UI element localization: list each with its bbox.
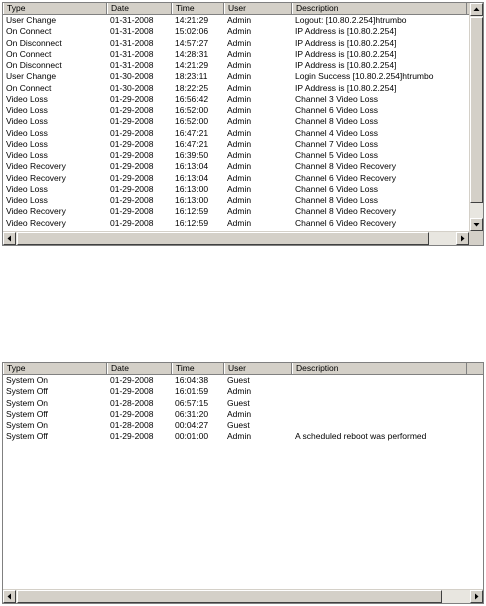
column-header-type[interactable]: Type	[3, 363, 107, 374]
cell-type: Video Recovery	[6, 172, 66, 183]
vertical-scrollbar[interactable]	[469, 3, 483, 231]
cell-description: Channel 8 Video Recovery	[295, 206, 396, 217]
cell-date: 01-29-2008	[110, 161, 154, 172]
cell-user: Admin	[227, 37, 252, 48]
column-header-date[interactable]: Date	[107, 363, 172, 374]
cell-date: 01-29-2008	[110, 408, 154, 419]
cell-type: System On	[6, 375, 49, 385]
cell-time: 16:47:21	[175, 127, 209, 138]
cell-time: 16:12:59	[175, 206, 209, 217]
cell-description: Channel 3 Video Loss	[295, 93, 379, 104]
cell-description: IP Address is [10.80.2.254]	[295, 37, 397, 48]
vertical-scroll-thumb[interactable]	[470, 17, 483, 203]
table-row[interactable]	[3, 139, 469, 150]
cell-user: Admin	[227, 206, 252, 217]
cell-date: 01-29-2008	[110, 116, 154, 127]
table-row[interactable]	[3, 409, 469, 420]
table-row[interactable]	[3, 83, 469, 94]
cell-date: 01-29-2008	[110, 431, 154, 442]
column-header-description[interactable]: Description	[292, 363, 467, 374]
cell-type: Video Loss	[6, 93, 48, 104]
cell-description: Channel 8 Video Loss	[295, 116, 379, 127]
cell-time: 14:57:27	[175, 37, 209, 48]
table-row[interactable]	[3, 94, 469, 105]
column-header-user[interactable]: User	[224, 3, 292, 14]
column-header-time[interactable]: Time	[172, 3, 224, 14]
scroll-right-button[interactable]	[456, 232, 469, 245]
column-header-time[interactable]: Time	[172, 363, 224, 374]
cell-type: Video Recovery	[6, 206, 66, 217]
table-row[interactable]	[3, 71, 469, 82]
cell-type: Video Loss	[6, 138, 48, 149]
system-log-list[interactable]	[2, 362, 484, 604]
cell-time: 16:13:04	[175, 161, 209, 172]
cell-type: On Connect	[6, 82, 52, 93]
cell-user: Admin	[227, 116, 252, 127]
cell-date: 01-28-2008	[110, 420, 154, 430]
cell-date: 01-29-2008	[110, 172, 154, 183]
table-row[interactable]	[3, 206, 469, 217]
cell-description: Channel 6 Video Loss	[295, 183, 379, 194]
cell-description: IP Address is [10.80.2.254]	[295, 60, 397, 70]
cell-description: A scheduled reboot was performed	[295, 431, 427, 442]
table-row[interactable]	[3, 195, 469, 206]
column-header-row	[3, 3, 483, 15]
cell-date: 01-30-2008	[110, 71, 154, 82]
arrow-left-icon	[6, 235, 13, 242]
cell-type: System On	[6, 397, 49, 408]
cell-user: Guest	[227, 397, 250, 408]
arrow-up-icon	[473, 6, 480, 13]
cell-type: Video Loss	[6, 195, 48, 205]
log-rows	[3, 375, 469, 589]
cell-type: System Off	[6, 408, 48, 419]
cell-time: 16:12:59	[175, 217, 209, 228]
cell-description: Channel 8 Video Loss	[295, 195, 379, 205]
cell-user: Admin	[227, 408, 252, 419]
table-row[interactable]	[3, 420, 469, 431]
scroll-up-button[interactable]	[470, 3, 483, 16]
cell-time: 06:57:15	[175, 397, 209, 408]
cell-date: 01-29-2008	[110, 386, 154, 397]
cell-date: 01-29-2008	[110, 217, 154, 228]
arrow-right-icon	[473, 593, 480, 600]
cell-time: 16:52:00	[175, 116, 209, 127]
table-row[interactable]	[3, 161, 469, 172]
cell-date: 01-29-2008	[110, 127, 154, 138]
cell-time: 16:13:00	[175, 195, 209, 205]
cell-date: 01-29-2008	[110, 105, 154, 115]
cell-time: 16:01:59	[175, 386, 209, 397]
cell-date: 01-31-2008	[110, 48, 154, 59]
cell-time: 18:22:25	[175, 82, 209, 93]
cell-time: 18:23:11	[175, 71, 208, 82]
table-row[interactable]	[3, 375, 469, 386]
cell-date: 01-31-2008	[110, 15, 154, 25]
cell-user: Admin	[227, 93, 252, 104]
cell-user: Admin	[227, 161, 252, 172]
arrow-down-icon	[473, 221, 480, 228]
table-row[interactable]	[3, 105, 469, 116]
cell-user: Admin	[227, 15, 252, 25]
log-rows	[3, 15, 469, 231]
arrow-left-icon	[6, 593, 13, 600]
cell-description: Channel 6 Video Loss	[295, 105, 379, 115]
table-row[interactable]	[3, 150, 469, 161]
cell-user: Admin	[227, 386, 252, 397]
cell-description: Channel 7 Video Loss	[295, 138, 379, 149]
table-row[interactable]	[3, 60, 469, 71]
column-header-type[interactable]: Type	[3, 3, 107, 14]
table-row[interactable]	[3, 173, 469, 184]
cell-description: Channel 8 Video Recovery	[295, 161, 396, 172]
cell-date: 01-30-2008	[110, 82, 154, 93]
table-row[interactable]	[3, 49, 469, 60]
table-row[interactable]	[3, 398, 469, 409]
cell-user: Guest	[227, 375, 250, 385]
cell-description: Channel 5 Video Loss	[295, 150, 379, 160]
cell-type: User Change	[6, 71, 57, 82]
cell-user: Admin	[227, 26, 252, 37]
scroll-right-button[interactable]	[470, 590, 483, 603]
cell-type: System Off	[6, 386, 48, 397]
cell-description: Login Success [10.80.2.254]htrumbo	[295, 71, 434, 82]
cell-user: Admin	[227, 71, 252, 82]
scroll-left-button[interactable]	[3, 232, 16, 245]
cell-type: User Change	[6, 15, 57, 25]
cell-time: 16:47:21	[175, 138, 209, 149]
cell-type: Video Recovery	[6, 161, 66, 172]
cell-type: System On	[6, 420, 49, 430]
cell-type: System Off	[6, 431, 48, 442]
cell-type: Video Loss	[6, 116, 48, 127]
table-row[interactable]	[3, 116, 469, 127]
cell-user: Admin	[227, 195, 252, 205]
cell-type: Video Loss	[6, 105, 48, 115]
cell-user: Admin	[227, 127, 252, 138]
cell-time: 16:13:00	[175, 183, 209, 194]
cell-date: 01-29-2008	[110, 150, 154, 160]
cell-user: Admin	[227, 183, 252, 194]
cell-date: 01-31-2008	[110, 60, 154, 70]
cell-date: 01-31-2008	[110, 37, 154, 48]
cell-user: Admin	[227, 150, 252, 160]
horizontal-scrollbar[interactable]	[3, 231, 469, 245]
cell-time: 15:02:06	[175, 26, 209, 37]
cell-type: Video Recovery	[6, 217, 66, 228]
cell-type: Video Loss	[6, 127, 48, 138]
cell-date: 01-29-2008	[110, 195, 154, 205]
table-row[interactable]	[3, 128, 469, 139]
scroll-down-button[interactable]	[470, 218, 483, 231]
cell-date: 01-29-2008	[110, 138, 154, 149]
cell-date: 01-29-2008	[110, 206, 154, 217]
cell-description: IP Address is [10.80.2.254]	[295, 48, 397, 59]
event-log-list[interactable]	[2, 2, 484, 246]
cell-date: 01-28-2008	[110, 397, 154, 408]
scrollbar-corner	[469, 231, 483, 245]
cell-time: 16:52:00	[175, 105, 209, 115]
cell-type: On Disconnect	[6, 37, 62, 48]
scroll-left-button[interactable]	[3, 590, 16, 603]
table-row[interactable]	[3, 38, 469, 49]
column-header-row	[3, 363, 483, 375]
column-header-description[interactable]: Description	[292, 3, 467, 14]
cell-description: IP Address is [10.80.2.254]	[295, 82, 397, 93]
cell-user: Admin	[227, 60, 252, 70]
cell-type: On Connect	[6, 26, 52, 37]
table-row[interactable]	[3, 218, 469, 229]
cell-description: Logout: [10.80.2.254]htrumbo	[295, 15, 407, 25]
cell-description: Channel 6 Video Recovery	[295, 217, 396, 228]
cell-date: 01-31-2008	[110, 26, 154, 37]
cell-time: 00:01:00	[175, 431, 209, 442]
cell-user: Admin	[227, 217, 252, 228]
cell-user: Admin	[227, 172, 252, 183]
cell-user: Admin	[227, 431, 252, 442]
table-row[interactable]	[3, 386, 469, 397]
cell-time: 14:21:29	[175, 15, 209, 25]
horizontal-scroll-thumb[interactable]	[17, 590, 442, 603]
cell-time: 06:31:20	[175, 408, 209, 419]
table-row[interactable]	[3, 184, 469, 195]
cell-user: Admin	[227, 82, 252, 93]
cell-user: Admin	[227, 138, 252, 149]
column-header-user[interactable]: User	[224, 363, 292, 374]
column-header-date[interactable]: Date	[107, 3, 172, 14]
cell-time: 16:39:50	[175, 150, 209, 160]
cell-user: Guest	[227, 420, 250, 430]
cell-user: Admin	[227, 48, 252, 59]
cell-description: Channel 6 Video Recovery	[295, 172, 396, 183]
cell-type: Video Loss	[6, 150, 48, 160]
cell-type: Video Loss	[6, 183, 48, 194]
horizontal-scroll-thumb[interactable]	[17, 232, 429, 245]
cell-user: Admin	[227, 105, 252, 115]
cell-time: 16:56:42	[175, 93, 209, 104]
cell-time: 16:04:38	[175, 375, 209, 385]
table-row[interactable]	[3, 15, 469, 26]
cell-time: 14:21:29	[175, 60, 209, 70]
cell-time: 14:28:31	[175, 48, 209, 59]
cell-date: 01-29-2008	[110, 375, 154, 385]
cell-date: 01-29-2008	[110, 93, 154, 104]
cell-time: 16:13:04	[175, 172, 209, 183]
cell-time: 00:04:27	[175, 420, 209, 430]
table-row[interactable]	[3, 26, 469, 37]
cell-date: 01-29-2008	[110, 183, 154, 194]
horizontal-scrollbar[interactable]	[3, 589, 483, 603]
cell-description: IP Address is [10.80.2.254]	[295, 26, 397, 37]
cell-description: Channel 4 Video Loss	[295, 127, 379, 138]
cell-type: On Disconnect	[6, 60, 62, 70]
cell-type: On Connect	[6, 48, 52, 59]
table-row[interactable]	[3, 431, 469, 442]
arrow-right-icon	[459, 235, 466, 242]
